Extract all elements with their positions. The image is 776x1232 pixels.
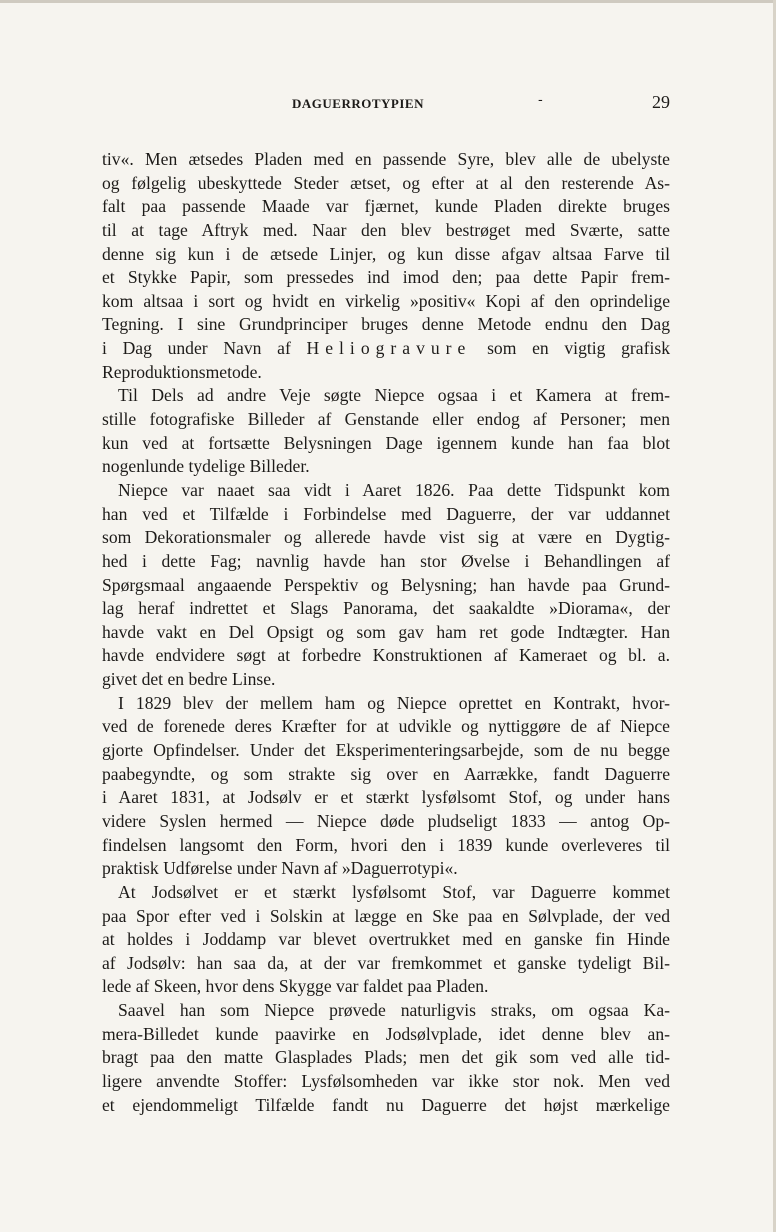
text-line: Niepce var naaet saa vidt i Aaret 1826. Paa dette Tidspunkt kom	[118, 479, 670, 500]
text-line: nogenlunde tydelige Billeder.	[102, 456, 310, 477]
text-line: i Aaret 1831, at Jodsølv er et stærkt lysfølsomt Stof, og under hans	[102, 787, 670, 808]
text-line: hed i dette Fag; navnlig havde han stor Øvelse i Behandlingen af	[102, 550, 670, 571]
text-line: kom altsaa i sort og hvidt en virkelig »positiv« Kopi af den oprindelige	[102, 290, 670, 311]
text-line: paabegyndte, og som strakte sig over en Aarrække, fandt Daguerre	[102, 763, 670, 784]
text-line: som Dekorationsmaler og allerede havde vist sig at være en Dygtig-	[102, 527, 670, 548]
text-line: mera-Billedet kunde paavirke en Jodsølvplade, idet denne blev an-	[102, 1023, 670, 1044]
text-line: af Jodsølv: han saa da, at der var fremkommet et ganske tydeligt Bil-	[102, 952, 670, 973]
text-line: At Jodsølvet er et stærkt lysfølsomt Stof, var Daguerre kommet	[118, 881, 670, 902]
page-number: 29	[652, 92, 670, 112]
page-edge-top	[0, 0, 776, 3]
text-line: kun ved at fortsætte Belysningen Dage igennem kunde han faa blot	[102, 432, 670, 453]
text-line: et Stykke Papir, som pressedes ind imod den; paa dette Papir frem-	[102, 267, 670, 288]
body-text	[102, 148, 670, 1117]
emphasized-term: Heliogravure	[306, 338, 472, 359]
text-line: at holdes i Joddamp var blevet overtrukket med en ganske fin Hinde	[102, 929, 670, 950]
text-line: findelsen langsomt den Form, hvori den i 1839 kunde overleveres til	[102, 834, 670, 855]
text-line: bragt paa den matte Glasplades Plads; men det gik som ved alle tid-	[102, 1047, 670, 1068]
text-segment: som en vigtig grafisk	[487, 338, 670, 359]
header-dash: -	[538, 92, 543, 108]
text-line: denne sig kun i de ætsede Linjer, og kun disse afgav altsaa Farve til	[102, 243, 670, 264]
text-segment: i Dag under Navn af	[102, 338, 291, 359]
text-line: lag heraf indrettet et Slags Panorama, det saakaldte »Diorama«, der	[102, 598, 670, 619]
text-line: han ved et Tilfælde i Forbindelse med Daguerre, der var uddannet	[102, 503, 670, 524]
text-line: videre Syslen hermed — Niepce døde pludseligt 1833 — antog Op-	[102, 810, 670, 831]
text-line: tiv«. Men ætsedes Pladen med en passende Syre, blev alle de ubelyste	[102, 149, 670, 169]
text-line: lede af Skeen, hvor dens Skygge var faldet paa Pladen.	[102, 976, 489, 997]
running-title: DAGUERROTYPIEN	[292, 96, 424, 111]
text-line: I 1829 blev der mellem ham og Niepce oprettet en Kontrakt, hvor-	[118, 692, 670, 713]
text-line: falt paa passende Maade var fjærnet, kunde Pladen direkte bruges	[102, 196, 670, 217]
page-header	[102, 92, 670, 116]
text-line: Saavel han som Niepce prøvede naturligvis straks, om ogsaa Ka-	[118, 1000, 670, 1021]
text-line: ligere anvendte Stoffer: Lysfølsomheden var ikke stor nok. Men ved	[102, 1070, 670, 1091]
text-line: et ejendommeligt Tilfælde fandt nu Daguerre det højst mærkelige	[102, 1094, 670, 1115]
text-line: Spørgsmaal angaaende Perspektiv og Belysning; han havde paa Grund-	[102, 574, 670, 595]
text-line: gjorte Opfindelser. Under det Eksperimenteringsarbejde, som de nu begge	[102, 740, 670, 761]
text-line: paa Spor efter ved i Solskin at lægge en Ske paa en Sølvplade, der ved	[102, 905, 670, 926]
text-line: ved de forenede deres Kræfter for at udvikle og nyttiggøre de af Niepce	[102, 716, 670, 737]
text-line: og følgelig ubeskyttede Steder ætset, og efter at al den resterende As-	[102, 172, 670, 193]
text-line: stille fotografiske Billeder af Genstande eller endog af Personer; men	[102, 409, 670, 430]
text-line: Til Dels ad andre Veje søgte Niepce ogsaa i et Kamera at frem-	[118, 385, 670, 406]
text-line	[102, 337, 670, 361]
text-line: Tegning. I sine Grundprinciper bruges denne Metode endnu den Dag	[102, 314, 670, 335]
text-line: havde vakt en Del Opsigt og som gav ham ret gode Indtægter. Han	[102, 621, 670, 642]
text-line: til at tage Aftryk med. Naar den blev bestrøget med Sværte, satte	[102, 219, 670, 240]
text-line: praktisk Udførelse under Navn af »Daguerrotypi«.	[102, 858, 458, 879]
text-line: havde endvidere søgt at forbedre Konstruktionen af Kameraet og bl. a.	[102, 645, 670, 666]
text-line: Reproduktionsmetode.	[102, 361, 262, 382]
text-line: givet det en bedre Linse.	[102, 669, 276, 690]
